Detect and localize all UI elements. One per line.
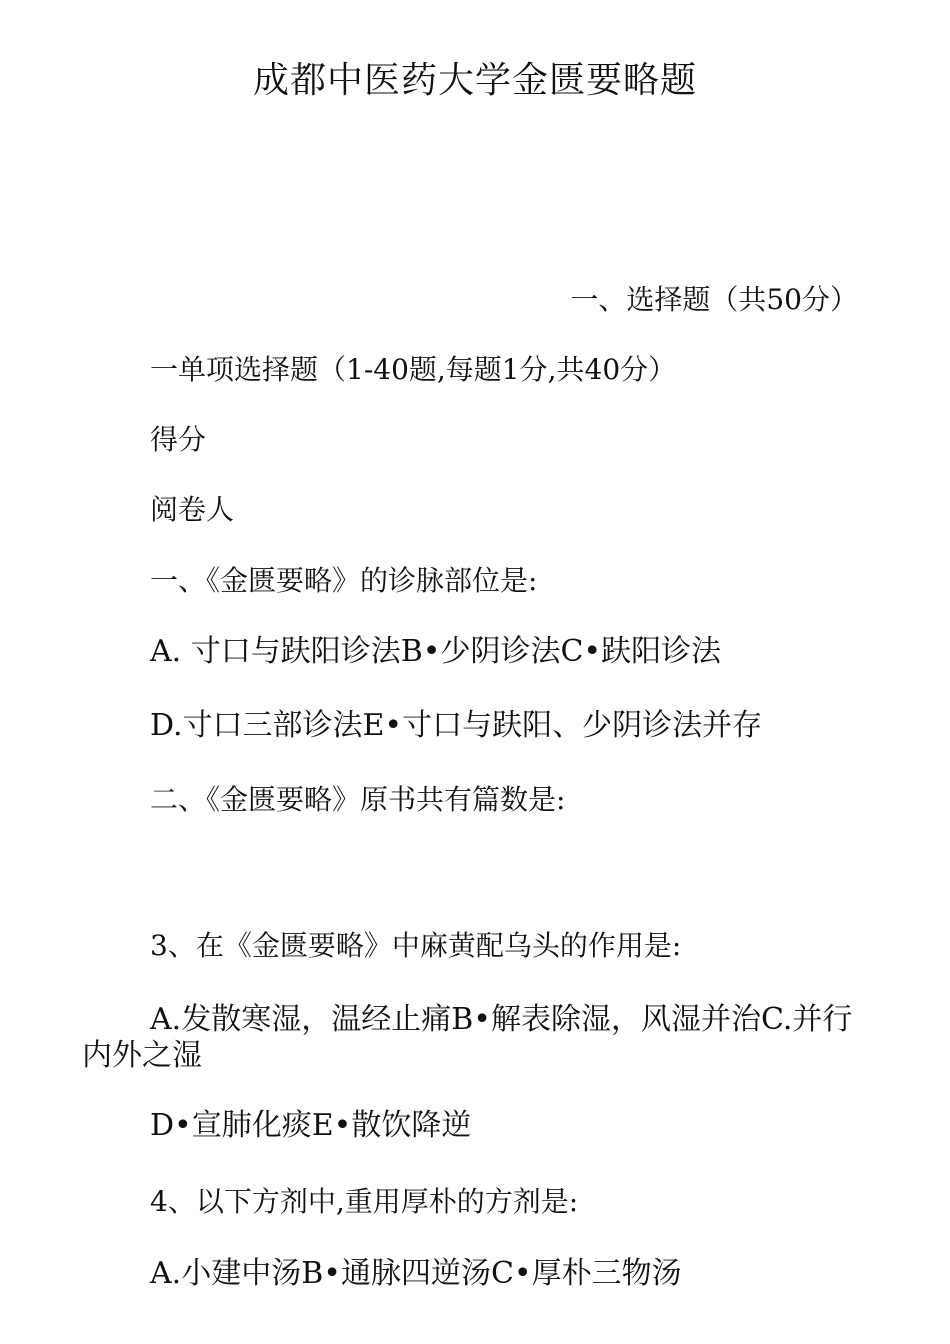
score-label: 得分 [150,423,207,456]
question-3-options-line-1: A.发散寒湿，温经止痛B•解表除湿，风湿并治C.并行内外之湿 [82,1002,853,1073]
section-heading: 一、选择题（共50分） [570,283,858,316]
document-title: 成都中医药大学金匮要略题 [252,60,697,101]
question-4-options-line-1: A.小建中汤B•通脉四逆汤C•厚朴三物汤 [150,1256,682,1291]
subsection-heading: 一单项选择题（1-40题,每题1分,共40分） [150,353,677,386]
grader-label: 阅卷人 [150,493,235,526]
question-1-stem: 一、《金匮要略》的诊脉部位是: [150,564,538,597]
question-1-options-line-2: D.寸口三部诊法E•寸口与趺阳、少阴诊法并存 [150,708,763,743]
question-4-stem: 4、以下方剂中,重用厚朴的方剂是: [150,1185,579,1218]
question-2-stem: 二、《金匮要略》原书共有篇数是: [150,783,566,816]
question-3-stem: 3、在《金匮要略》中麻黄配乌头的作用是: [150,929,682,962]
question-1-options-line-1: A. 寸口与趺阳诊法B•少阴诊法C•趺阳诊法 [150,634,722,669]
question-3-options-line-2: D•宣肺化痰E•散饮降逆 [150,1108,472,1143]
